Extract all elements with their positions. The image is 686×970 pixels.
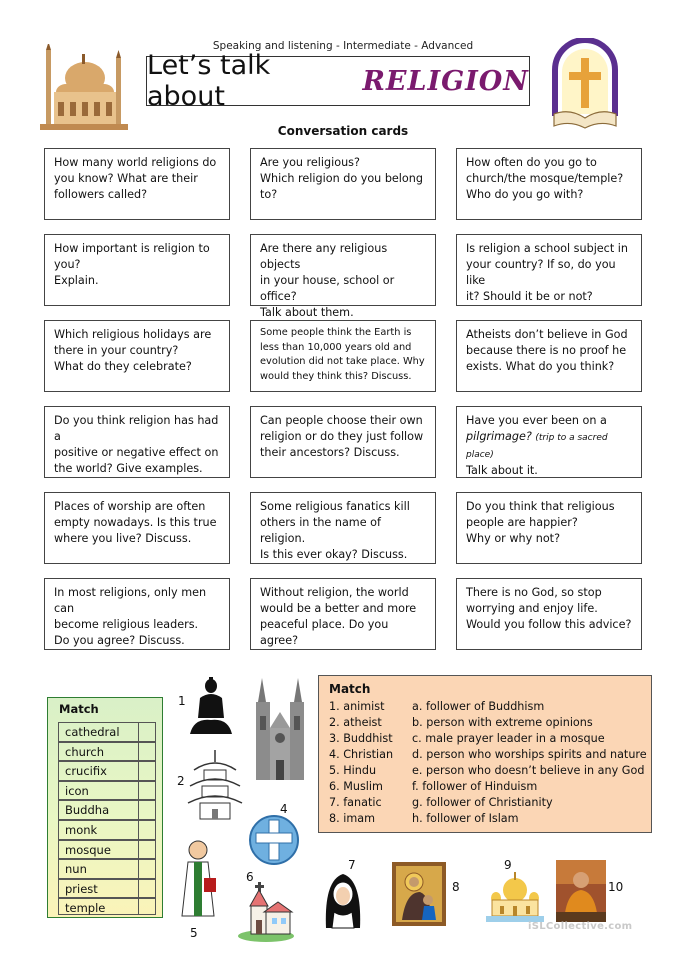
card-line: religion or do they just follow [260, 430, 424, 443]
conversation-card [250, 234, 436, 319]
match-word: crucifix [58, 761, 138, 781]
match-term: 7. fanatic [329, 796, 382, 809]
match-term: 4. Christian [329, 748, 394, 761]
conversation-card [456, 148, 642, 220]
card-line: Atheists don’t believe in God [466, 328, 628, 341]
card-line: Which religious holidays are [54, 328, 212, 341]
picture-number: 8 [452, 880, 460, 894]
card-line: others in the name of religion. [260, 516, 381, 545]
card-line: exists. What do you think? [466, 360, 615, 373]
card-line: Do you agree? Discuss. [54, 634, 185, 647]
conversation-card [456, 320, 642, 392]
mosque-illustration [38, 44, 132, 134]
match-word: nun [58, 859, 138, 879]
match-term: 8. imam [329, 812, 375, 825]
monk-photo [556, 860, 606, 922]
temple-drawing [486, 868, 544, 924]
conversation-card [44, 234, 230, 306]
conversation-card [44, 406, 230, 478]
card-line: where you live? Discuss. [54, 532, 192, 545]
card-line: Have you ever been on a [466, 414, 607, 427]
answer-box[interactable] [138, 781, 156, 801]
worksheet-title [146, 50, 530, 112]
match-word: icon [58, 781, 138, 801]
answer-box[interactable] [138, 800, 156, 820]
card-line: followers called? [54, 188, 148, 201]
card-line: your country? If so, do you like [466, 258, 616, 287]
card-line: would they think this? Discuss. [260, 370, 412, 382]
match-definition: h. follower of Islam [412, 812, 519, 825]
card-line: What do they celebrate? [54, 360, 192, 373]
match-definition: f. follower of Hinduism [412, 780, 538, 793]
match-word: monk [58, 820, 138, 840]
picture-number: 7 [348, 858, 356, 872]
card-line: Do you think religion has had a [54, 414, 219, 443]
card-line: you know? What are their [54, 172, 198, 185]
religious-icon-painting [392, 862, 446, 926]
conversation-card [44, 492, 230, 564]
card-line: the world? Give examples. [54, 462, 203, 475]
card-line: in your house, school or office? [260, 274, 395, 303]
conversation-card [250, 320, 436, 392]
card-line: worrying and enjoy life. [466, 602, 598, 615]
match-definition: g. follower of Christianity [412, 796, 553, 809]
card-line: Some religious fanatics kill [260, 500, 410, 513]
card-italic-word: pilgrimage? [466, 430, 532, 443]
match-term: 3. Buddhist [329, 732, 393, 745]
conversation-card [456, 234, 642, 306]
answer-box[interactable] [138, 722, 156, 742]
card-line: church/the mosque/temple? [466, 172, 624, 185]
watermark: iSLCollective.com [528, 921, 633, 932]
card-line: Some people think the Earth is [260, 327, 412, 338]
match-term: 1. animist [329, 700, 385, 713]
answer-box[interactable] [138, 820, 156, 840]
card-line: Are there any religious objects [260, 242, 388, 271]
pagoda-drawing [186, 748, 244, 824]
card-line: How many world religions do [54, 156, 217, 169]
card-line: Is this ever okay? Discuss. [260, 548, 408, 561]
match-definitions-box [318, 675, 652, 833]
match-word: priest [58, 879, 138, 899]
card-line: people are happier? [466, 516, 578, 529]
match-word: Buddha [58, 800, 138, 820]
match-list-heading: Match [59, 702, 99, 716]
match-definition: a. follower of Buddhism [412, 700, 545, 713]
match-definition: b. person with extreme opinions [412, 716, 593, 729]
card-line: to? [260, 188, 278, 201]
match-definition: e. person who doesn’t believe in any God [412, 764, 645, 777]
match-box-heading: Match [329, 682, 371, 696]
card-line: Is religion a school subject in [466, 242, 628, 255]
card-line: Places of worship are often [54, 500, 206, 513]
card-line: less than 10,000 years old and [260, 341, 412, 353]
card-line: Can people choose their own [260, 414, 423, 427]
card-line [466, 429, 632, 463]
card-line: positive or negative effect on [54, 446, 219, 459]
card-line: evolution did not take place. Why [260, 356, 425, 367]
card-line: How important is religion to [54, 242, 210, 255]
match-term: 5. Hindu [329, 764, 377, 777]
answer-box[interactable] [138, 761, 156, 781]
card-line: Talk about it. [466, 464, 538, 477]
match-word: cathedral [58, 722, 138, 742]
conversation-card [250, 578, 436, 650]
match-definition: d. person who worships spirits and nature [412, 748, 647, 761]
match-word-list [47, 697, 163, 918]
card-line: Without religion, the world [260, 586, 409, 599]
card-line: their ancestors? Discuss. [260, 446, 400, 459]
card-line: would be a better and more [260, 602, 417, 615]
card-line: Are you religious? [260, 156, 360, 169]
card-line: Which religion do you belong [260, 172, 423, 185]
conversation-card [456, 578, 642, 650]
card-line: peaceful place. Do you agree? [260, 618, 389, 647]
answer-box[interactable] [138, 840, 156, 860]
cathedral-photo [252, 676, 308, 782]
conversation-card [44, 320, 230, 392]
match-word: mosque [58, 840, 138, 860]
match-word: temple [58, 898, 138, 915]
section-heading: Conversation cards [277, 124, 409, 138]
conversation-card [250, 492, 436, 564]
conversation-card [250, 406, 436, 478]
answer-box[interactable] [138, 742, 156, 762]
conversation-card [250, 148, 436, 220]
card-line: Explain. [54, 274, 99, 287]
picture-number: 10 [608, 880, 624, 894]
picture-number: 2 [177, 774, 185, 788]
nun-cartoon [320, 868, 366, 934]
card-line: empty nowadays. Is this true [54, 516, 217, 529]
match-definition: c. male prayer leader in a mosque [412, 732, 605, 745]
cross-circle-icon [248, 814, 300, 866]
match-word: church [58, 742, 138, 762]
card-line: Why or why not? [466, 532, 561, 545]
answer-box[interactable] [138, 859, 156, 879]
picture-number: 4 [280, 802, 288, 816]
card-line: In most religions, only men can [54, 586, 207, 615]
answer-box[interactable] [138, 898, 156, 915]
card-line: become religious leaders. [54, 618, 199, 631]
card-line: because there is no proof he [466, 344, 627, 357]
card-line: Talk about them. [260, 306, 354, 319]
picture-number: 6 [246, 870, 254, 884]
card-line: there in your country? [54, 344, 179, 357]
card-line: it? Should it be or not? [466, 290, 593, 303]
worksheet-subtitle: Speaking and listening - Intermediate - Advanced [212, 40, 474, 52]
conversation-card [44, 148, 230, 220]
card-note: (trip to a sacred place) [466, 433, 608, 460]
conversation-card [456, 492, 642, 564]
picture-number: 5 [190, 926, 198, 940]
answer-box[interactable] [138, 879, 156, 899]
card-line: There is no God, so stop [466, 586, 602, 599]
buddha-silhouette [186, 676, 236, 738]
card-line: How often do you go to [466, 156, 597, 169]
conversation-card [456, 406, 642, 478]
conversation-card [44, 578, 230, 650]
title-highlight: RELIGION [362, 65, 529, 97]
card-line: Do you think that religious [466, 500, 615, 513]
card-line: Would you follow this advice? [466, 618, 632, 631]
priest-cartoon [174, 838, 220, 920]
card-line: you? [54, 258, 81, 271]
cross-book-illustration [550, 38, 620, 132]
card-line: Who do you go with? [466, 188, 584, 201]
match-term: 6. Muslim [329, 780, 383, 793]
title-text: Let’s talk about [147, 50, 271, 112]
church-cartoon [236, 876, 296, 942]
picture-number: 9 [504, 858, 512, 872]
match-term: 2. atheist [329, 716, 382, 729]
picture-number: 1 [178, 694, 186, 708]
